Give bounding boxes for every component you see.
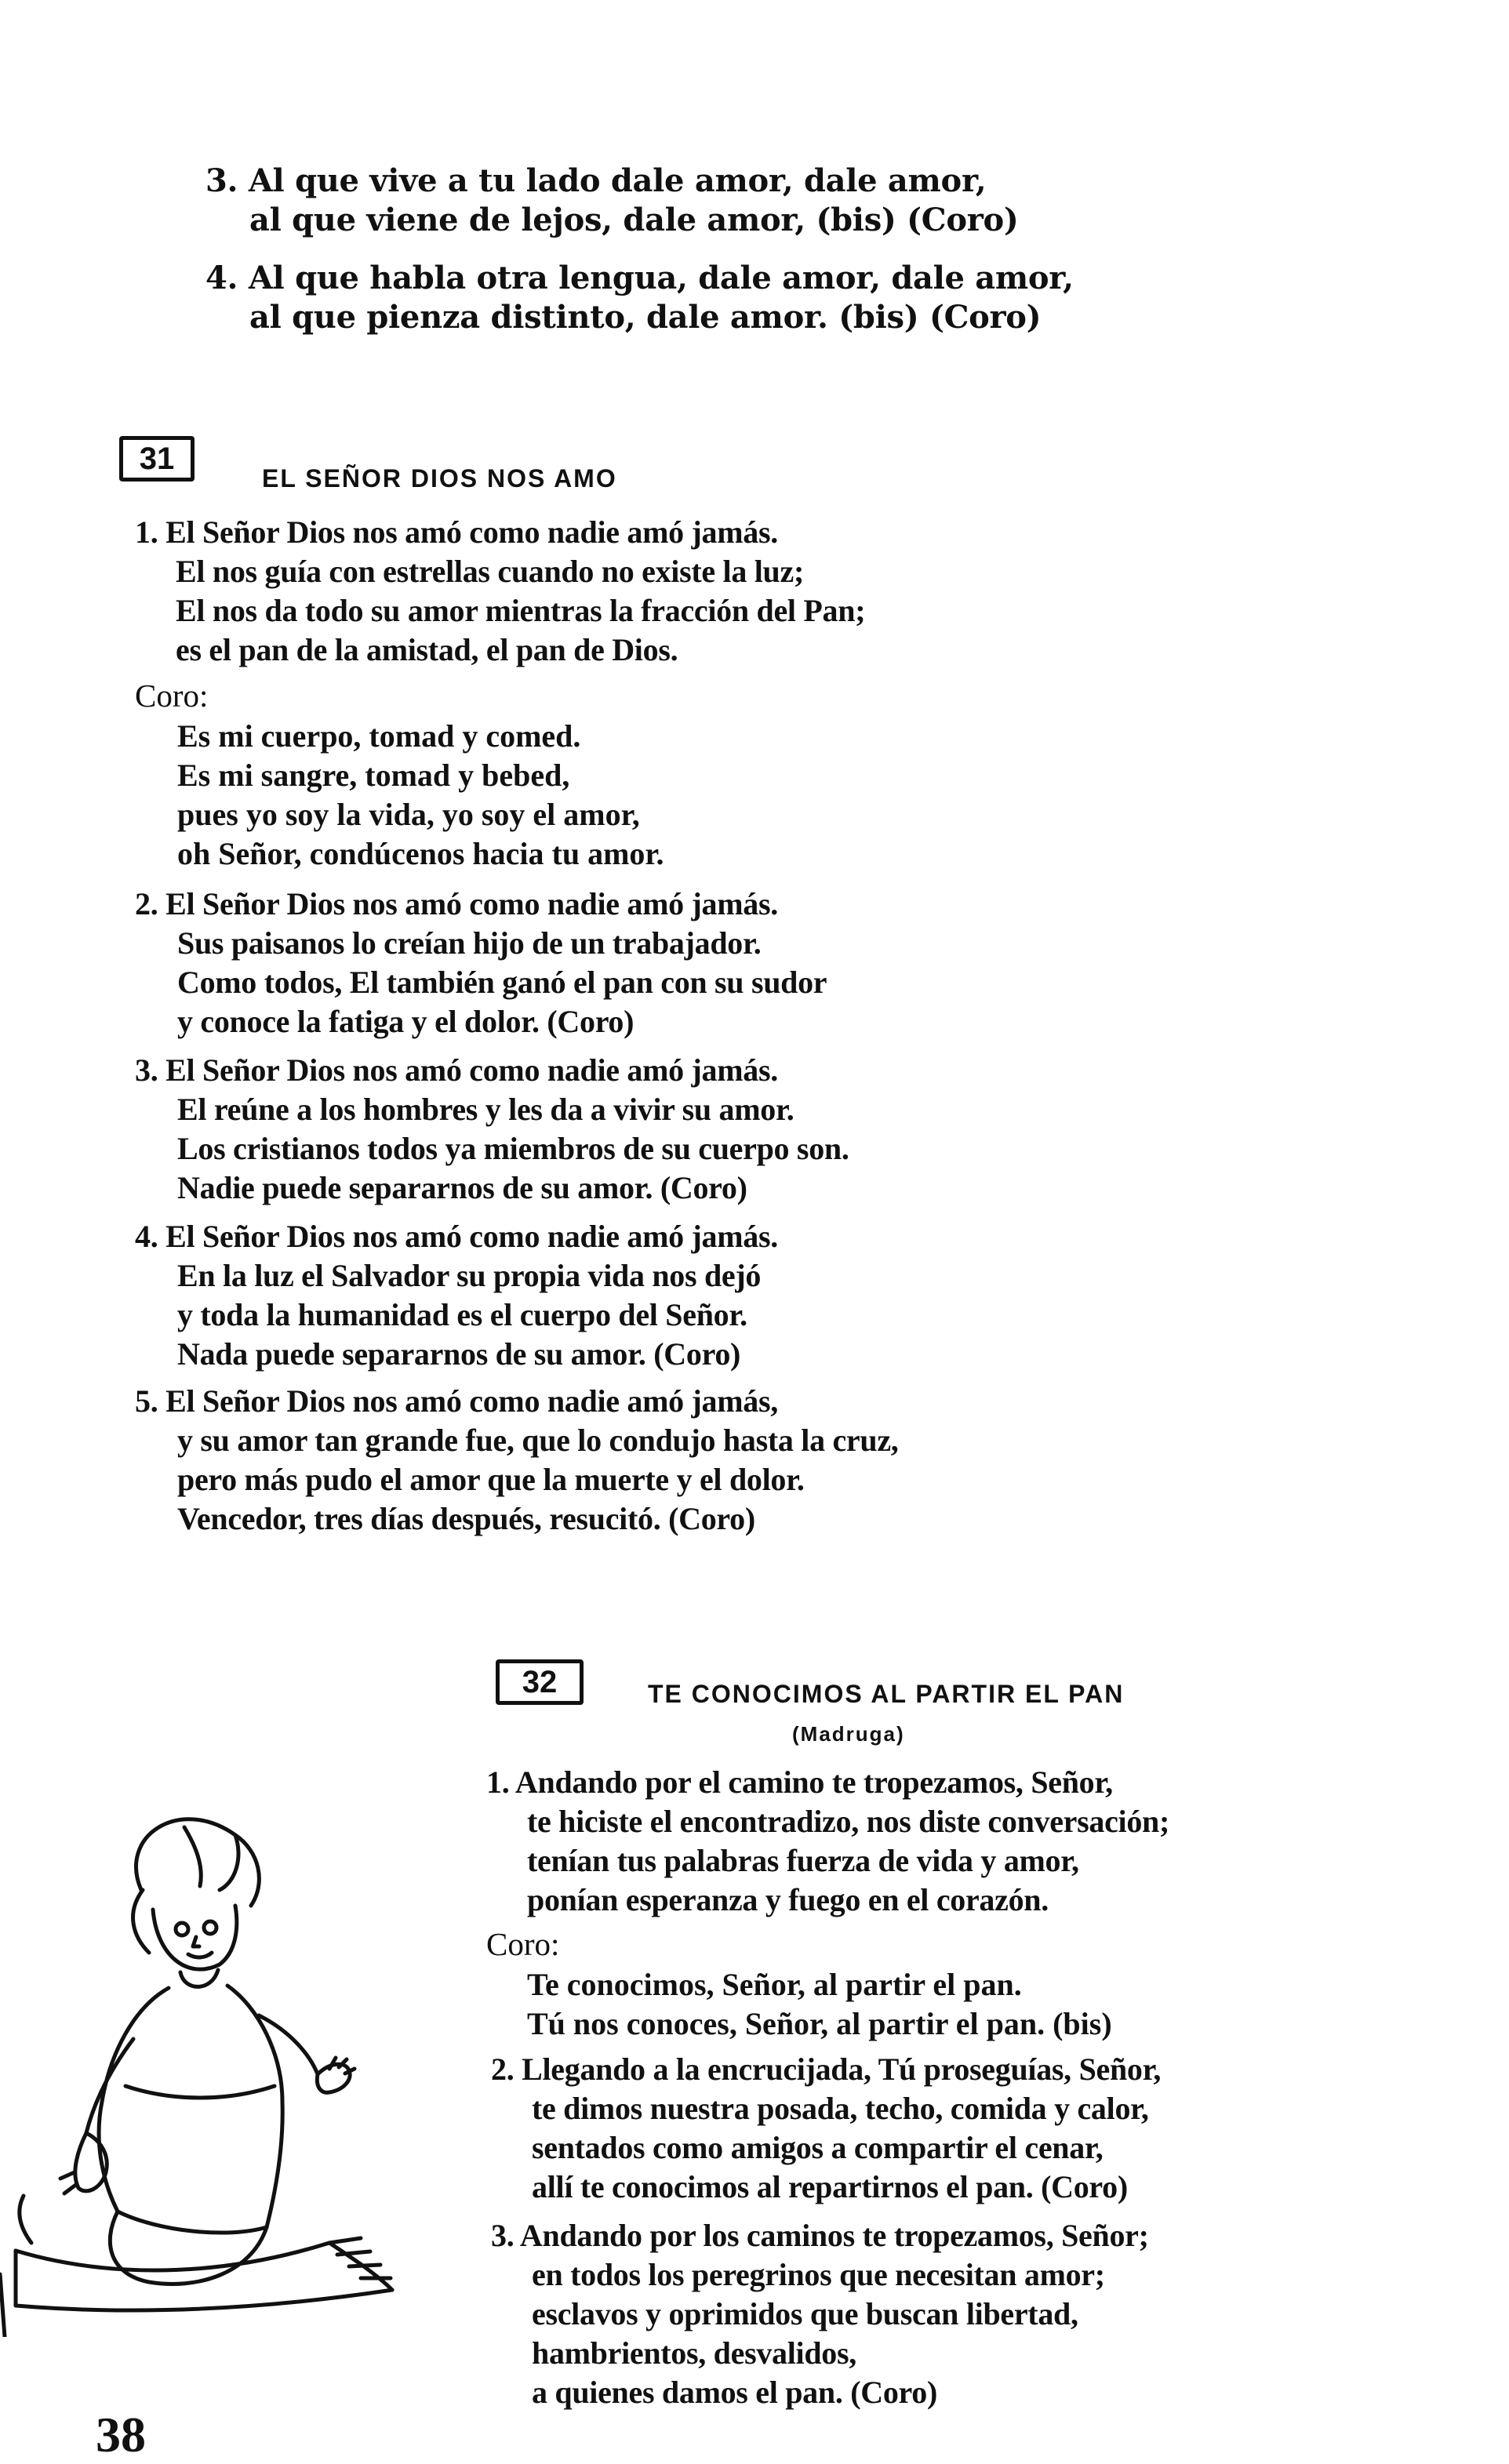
verse-line: ponían esperanza y fuego en el corazón. — [527, 1882, 1049, 1917]
coro-label: Coro: — [135, 678, 209, 714]
song31-verse-4 — [135, 1217, 778, 1374]
verse-line: te dimos nuestra posada, techo, comida y calor, — [532, 2091, 1149, 2126]
verse-line: al que pienza distinto, dale amor. (bis) (Coro) — [249, 299, 1042, 336]
verse-line: Nadie puede separarnos de su amor. (Coro) — [177, 1170, 747, 1205]
verse-line: Nada puede separarnos de su amor. (Coro) — [177, 1336, 741, 1372]
verse-line: Como todos, El también ganó el pan con su sudor — [177, 965, 827, 1000]
coro-line: oh Señor, condúcenos hacia tu amor. — [177, 836, 664, 871]
verse-line: En la luz el Salvador su propia vida nos dejó — [177, 1258, 762, 1293]
verse-line: pero más pudo el amor que la muerte y el dolor. — [177, 1462, 805, 1497]
verse-number: 2. — [491, 2052, 515, 2087]
verse-number: 3. — [491, 2218, 515, 2253]
verse-number: 5. — [135, 1383, 158, 1419]
page-number: 38 — [96, 2407, 146, 2462]
verse-line: es el pan de la amistad, el pan de Dios. — [176, 632, 678, 667]
verse-line: tenían tus palabras fuerza de vida y amor, — [527, 1843, 1079, 1878]
song31-verse-2 — [135, 885, 827, 1041]
verse-line: El Señor Dios nos amó como nadie amó jamás. — [165, 514, 778, 550]
song32-verse-3 — [491, 2216, 1149, 2412]
song-title-31: EL SEÑOR DIOS NOS AMO — [262, 464, 617, 492]
song-number-box-31: 31 — [119, 436, 195, 482]
verse-line: allí te conocimos al repartirnos el pan. (Coro) — [532, 2169, 1128, 2204]
top-verse-4 — [205, 259, 1074, 337]
verse-line: El Señor Dios nos amó como nadie amó jamás. — [165, 1052, 778, 1088]
top-verse-3 — [205, 162, 1019, 240]
coro-line: Es mi sangre, tomad y bebed, — [177, 758, 570, 793]
verse-number: 3. — [135, 1052, 158, 1088]
verse-line: Al que vive a tu lado dale amor, dale amor, — [248, 162, 987, 199]
verse-line: al que viene de lejos, dale amor, (bis) (Coro) — [249, 202, 1019, 238]
coro-line: Tú nos conoces, Señor, al partir el pan. (bis) — [527, 2006, 1112, 2041]
song-credit: (Madruga) — [792, 1722, 905, 1746]
verse-number: 1. — [135, 514, 158, 550]
verse-line: en todos los peregrinos que necesitan amor; — [532, 2257, 1105, 2292]
verse-line: Los cristianos todos ya miembros de su cuerpo son. — [177, 1131, 849, 1166]
verse-line: Andando por el camino te tropezamos, Señor, — [515, 1764, 1113, 1800]
verse-line: esclavos y oprimidos que buscan libertad, — [532, 2296, 1078, 2331]
verse-line: hambrientos, desvalidos, — [532, 2335, 856, 2371]
verse-line: sentados como amigos a compartir el cenar, — [532, 2130, 1104, 2165]
song-number-box-32: 32 — [496, 1659, 584, 1705]
verse-line: Vencedor, tres días después, resucitó. (Coro) — [177, 1501, 755, 1536]
song32-verse-2 — [491, 2050, 1161, 2207]
verse-line: Llegando a la encrucijada, Tú proseguías, Señor, — [522, 2052, 1162, 2087]
verse-line: y conoce la fatiga y el dolor. (Coro) — [177, 1004, 635, 1039]
verse-line: y toda la humanidad es el cuerpo del Señor. — [177, 1297, 747, 1332]
verse-line: te hiciste el encontradizo, nos diste conversación; — [527, 1804, 1170, 1839]
verse-number: 3. — [205, 162, 238, 199]
song31-verse-1 — [135, 513, 865, 670]
coro-line: Es mi cuerpo, tomad y comed. — [177, 718, 581, 754]
verse-number: 1. — [486, 1764, 510, 1800]
coro-lines — [527, 1965, 1112, 2044]
kneeling-child-illustration — [0, 1804, 439, 2337]
song31-verse-3 — [135, 1051, 849, 1208]
verse-line: El Señor Dios nos amó como nadie amó jamás. — [165, 1219, 778, 1254]
verse-line: y su amor tan grande fue, que lo condujo hasta la cruz, — [177, 1423, 899, 1458]
verse-line: El Señor Dios nos amó como nadie amó jamás. — [165, 886, 778, 921]
coro-label: Coro: — [486, 1926, 560, 1962]
verse-number: 4. — [135, 1219, 158, 1254]
verse-line: El Señor Dios nos amó como nadie amó jamás, — [165, 1383, 778, 1419]
verse-line: El nos da todo su amor mientras la fracción del Pan; — [176, 593, 866, 628]
coro-line: pues yo soy la vida, yo soy el amor, — [177, 797, 640, 832]
verse-line: a quienes damos el pan. (Coro) — [532, 2375, 937, 2410]
verse-line: Al que habla otra lengua, dale amor, dale amor, — [248, 260, 1074, 296]
verse-number: 4. — [205, 260, 238, 296]
verse-line: El nos guía con estrellas cuando no existe la luz; — [176, 554, 804, 589]
song-title-32: TE CONOCIMOS AL PARTIR EL PAN — [648, 1680, 1125, 1708]
verse-line: Sus paisanos lo creían hijo de un trabajador. — [177, 925, 762, 961]
song31-verse-5 — [135, 1382, 898, 1539]
verse-number: 2. — [135, 886, 158, 921]
coro-lines — [177, 717, 664, 874]
song32-verse-1 — [486, 1763, 1169, 1920]
verse-line: Andando por los caminos te tropezamos, Señor; — [519, 2218, 1149, 2253]
verse-line: El reúne a los hombres y les da a vivir su amor. — [177, 1092, 794, 1127]
coro-line: Te conocimos, Señor, al partir el pan. — [527, 1967, 1022, 2002]
